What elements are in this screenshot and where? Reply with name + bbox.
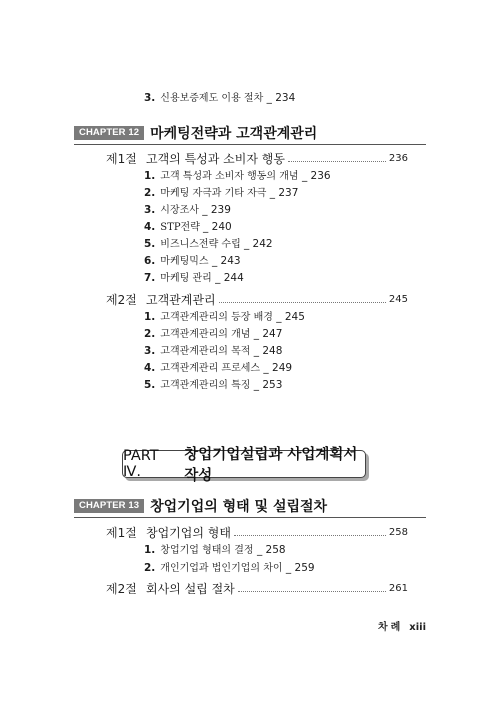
- item-number: 1.: [144, 170, 156, 182]
- item-separator: _: [203, 221, 209, 233]
- item-number: 2.: [144, 187, 156, 199]
- item-title: 시장조사: [160, 205, 199, 216]
- section-page: 245: [388, 293, 408, 305]
- toc-item: [144, 378, 282, 393]
- item-title: 고객관계관리의 등장 배경: [160, 312, 273, 323]
- item-separator: _: [266, 92, 272, 104]
- section-title: 고객관계관리: [146, 292, 216, 307]
- item-separator: _: [202, 204, 208, 216]
- item-page: 258: [265, 544, 286, 556]
- part-title: 창업기업설립과 사업계획서작성: [184, 447, 358, 484]
- chapter-rule: [74, 517, 426, 518]
- item-page: 247: [262, 328, 283, 340]
- section-page: 261: [388, 582, 408, 594]
- item-title: 창업기업 형태의 결정: [160, 545, 254, 556]
- item-title: 개인기업과 법인기업의 차이: [160, 563, 283, 574]
- item-number: 6.: [144, 255, 156, 267]
- item-page: 253: [262, 379, 283, 391]
- page-footer: [378, 618, 426, 633]
- chapter-rule: [74, 144, 426, 145]
- item-number: 3.: [144, 345, 156, 357]
- toc-section: [106, 291, 408, 307]
- item-title: 신용보증제도 이용 절차: [160, 93, 264, 104]
- item-title: 고객 특성과 소비자 행동의 개념: [160, 171, 299, 182]
- item-page: 239: [210, 204, 231, 216]
- item-page: 237: [278, 187, 299, 199]
- chapter-title: 창업기업의 형태 및 설립절차: [150, 499, 328, 515]
- toc-item: [144, 344, 282, 359]
- item-title: 마케팅 관리: [160, 273, 212, 284]
- item-number: 5.: [144, 238, 156, 250]
- item-separator: _: [215, 272, 221, 284]
- item-number: 3.: [144, 204, 156, 216]
- item-page: 236: [310, 170, 331, 182]
- section-page: 236: [388, 152, 408, 164]
- section-title: 고객의 특성과 소비자 행동: [146, 151, 285, 166]
- item-separator: _: [263, 362, 269, 374]
- page-number: xiii: [409, 622, 426, 633]
- item-number: 5.: [144, 379, 156, 391]
- item-separator: _: [253, 328, 260, 340]
- item-number: 2.: [144, 328, 156, 340]
- section-title: 창업기업의 형태: [146, 525, 231, 540]
- item-title: 마케팅믹스: [160, 256, 209, 267]
- toc-item: [144, 254, 241, 269]
- item-title: 고객관계관리 프로세스: [160, 363, 261, 374]
- item-separator: _: [269, 187, 276, 199]
- item-separator: _: [276, 311, 282, 323]
- toc-section: [106, 524, 408, 540]
- toc-item: [144, 220, 232, 235]
- item-separator: _: [253, 379, 260, 391]
- section-label: 제1절: [106, 525, 137, 540]
- item-separator: _: [253, 345, 260, 357]
- section-title: 회사의 설립 절차: [146, 581, 235, 596]
- chapter-badge: CHAPTER 13: [74, 499, 144, 513]
- item-title: 마케팅 자극과 기타 자극: [160, 188, 267, 199]
- item-number: 3.: [144, 92, 156, 104]
- section-label: 제2절: [106, 292, 137, 307]
- item-number: 7.: [144, 272, 156, 284]
- item-page: 234: [275, 92, 296, 104]
- item-page: 244: [223, 272, 244, 284]
- toc-item: [144, 310, 305, 325]
- dot-leader: [238, 583, 386, 592]
- item-page: 248: [262, 345, 283, 357]
- toc-item: [144, 237, 273, 252]
- toc-item: [144, 203, 231, 218]
- item-page: 259: [294, 562, 315, 574]
- toc-section: [106, 580, 408, 596]
- item-page: 240: [211, 221, 232, 233]
- item-number: 4.: [144, 221, 156, 233]
- item-separator: _: [256, 544, 263, 556]
- item-number: 1.: [144, 544, 156, 556]
- item-page: 245: [284, 311, 305, 323]
- toc-item: [144, 169, 331, 184]
- section-label: 제1절: [106, 151, 137, 166]
- item-number: 1.: [144, 311, 156, 323]
- item-page: 243: [220, 255, 241, 267]
- chapter-heading: [74, 124, 317, 142]
- item-separator: _: [243, 238, 250, 250]
- toc-section: [106, 150, 408, 166]
- section-label: 제2절: [106, 581, 137, 596]
- item-separator: _: [301, 170, 308, 182]
- toc-item: [144, 327, 282, 342]
- chapter-badge: CHAPTER 12: [74, 126, 144, 140]
- section-page: 258: [388, 526, 408, 538]
- toc-item: [144, 543, 286, 558]
- dot-leader: [219, 294, 386, 303]
- toc-item: [144, 561, 315, 576]
- item-separator: _: [211, 255, 218, 267]
- item-number: 4.: [144, 362, 156, 374]
- dot-leader: [288, 153, 386, 162]
- item-title: 고객관계관리의 목적: [160, 346, 251, 357]
- part-label: PART Ⅳ.: [123, 448, 159, 480]
- toc-item: [144, 186, 298, 201]
- part-heading-box: [122, 447, 366, 484]
- chapter-title: 마케팅전략과 고객관계관리: [150, 126, 318, 142]
- item-title: STP전략: [160, 222, 204, 233]
- item-title: 고객관계관리의 특징: [160, 380, 251, 391]
- item-title: 고객관계관리의 개념: [160, 329, 251, 340]
- toc-item: [144, 361, 292, 376]
- item-title: 비즈니스전략 수립: [160, 239, 244, 250]
- item-number: 2.: [144, 562, 156, 574]
- dot-leader: [234, 527, 386, 536]
- chapter-heading: [74, 497, 327, 515]
- toc-item: [144, 271, 244, 286]
- toc-item: [144, 91, 295, 106]
- footer-label: 차례: [377, 622, 404, 633]
- item-separator: _: [285, 562, 292, 574]
- item-page: 249: [272, 362, 293, 374]
- item-page: 242: [252, 238, 273, 250]
